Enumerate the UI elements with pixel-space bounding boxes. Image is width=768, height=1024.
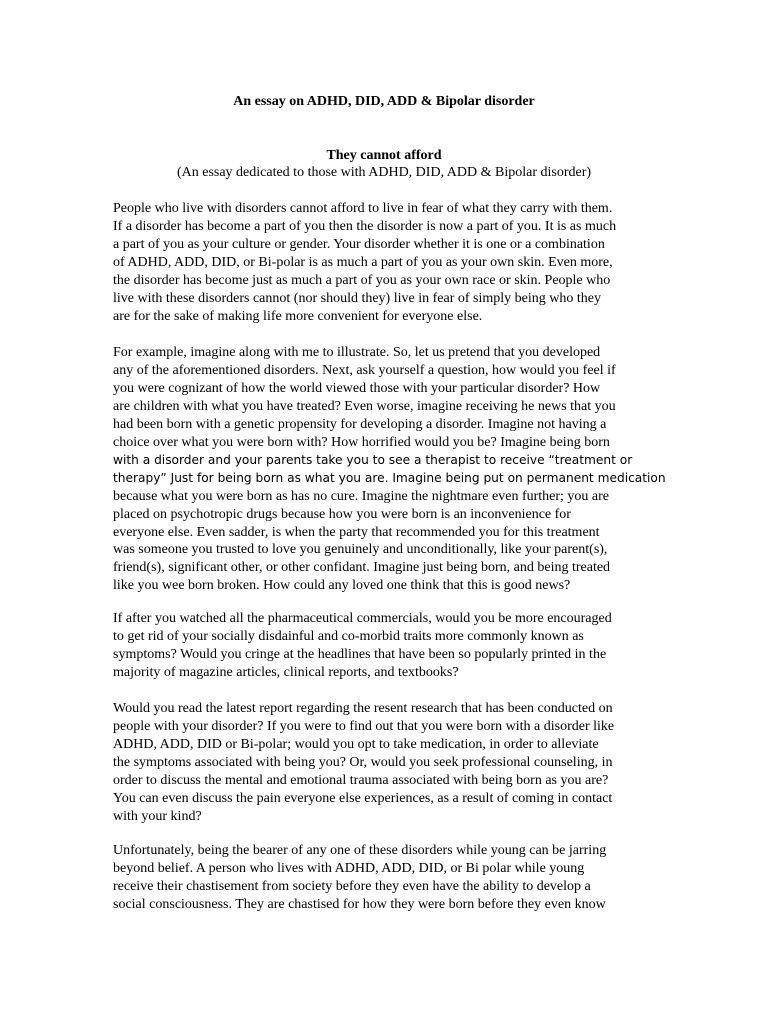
paragraph-line: to get rid of your socially disdainful and co-morbid traits more commonly known as [113,628,584,644]
paragraph-line: social consciousness. They are chastised for how they were born before they even know [113,896,606,912]
paragraph-line: any of the aforementioned disorders. Next, ask yourself a question, how would you feel if [113,362,616,378]
paragraph-line: For example, imagine along with me to illustrate. So, let us pretend that you developed [113,345,601,360]
paragraph-line: placed on psychotropic drugs because how you were born is an inconvenience for [113,506,571,522]
paragraph-line: the symptoms associated with being you? Or, would you seek professional counseling, in [113,754,613,770]
paragraph-line: symptoms? Would you cringe at the headlines that have been so popularly printed in the [113,646,607,662]
paragraph-line: If a disorder has become a part of you then the disorder is now a part of you. It is as much [113,218,617,234]
paragraph-line: You can even discuss the pain everyone else experiences, as a result of coming in contact [113,790,613,806]
paragraph-line: friend(s), significant other, or other confidant. Imagine just being born, and being treated [113,560,611,576]
paragraph-line: are children with what you have treated? Even worse, imagine receiving he news that you [113,398,616,414]
paragraph-line: with a disorder and your parents take you to see a therapist to receive “treatment or [113,452,633,467]
paragraph-line: everyone else. Even sadder, is when the party that recommended you for this treatment [113,524,600,540]
paragraph-line: are for the sake of making life more convenient for everyone else. [113,308,483,324]
essay-subtitle: They cannot afford [326,148,442,163]
paragraph-line: choice over what you were born with? How horrified would you be? Imagine being born [113,434,610,450]
paragraph-line: order to discuss the mental and emotional trauma associated with being born as you are? [113,772,609,788]
paragraph-4 [113,700,658,826]
paragraph-1 [113,200,658,326]
paragraph-line: like you wee born broken. How could any loved one think that this is good news? [113,578,571,594]
paragraph-line: Unfortunately, being the bearer of any one of these disorders while young can be jarring [113,843,607,858]
paragraph-3 [113,610,658,682]
paragraph-line: majority of magazine articles, clinical reports, and textbooks? [113,664,459,680]
paragraph-line: therapy” Just for being born as what you are. Imagine being put on permanent medication [113,470,666,485]
paragraph-line: with your kind? [113,808,202,824]
paragraph-line: people with your disorder? If you were to find out that you were born with a disorder like [113,718,615,734]
document-title: An essay on ADHD, DID, ADD & Bipolar disorder [233,94,535,109]
paragraph-line: Would you read the latest report regarding the resent research that has been conducted on [113,701,613,716]
paragraph-line: If after you watched all the pharmaceutical commercials, would you be more encouraged [113,611,612,626]
paragraph-line: beyond belief. A person who lives with ADHD, ADD, DID, or Bi polar while young [113,860,585,876]
paragraph-line: live with these disorders cannot (nor should they) live in fear of simply being who they [113,290,601,306]
paragraph-line: ADHD, ADD, DID or Bi-polar; would you opt to take medication, in order to alleviate [113,736,599,752]
paragraph-line: People who live with disorders cannot afford to live in fear of what they carry with them. [113,201,613,216]
paragraph-line: of ADHD, ADD, DID, or Bi-polar is as much a part of you as your own skin. Even more, [113,254,613,270]
paragraph-line: the disorder has become just as much a part of you as your own race or skin. People who [113,272,611,288]
paragraph-line: had been born with a genetic propensity for developing a disorder. Imagine not having a [113,416,607,432]
paragraph-line: was someone you trusted to love you genuinely and unconditionally, like your parent(s), [113,542,608,558]
paragraph-line: a part of you as your culture or gender. Your disorder whether it is one or a combination [113,236,605,252]
paragraph-line: you were cognizant of how the world viewed those with your particular disorder? How [113,380,601,396]
essay-dedication: (An essay dedicated to those with ADHD, DID, ADD & Bipolar disorder) [176,165,592,180]
paragraph-line: receive their chastisement from society before they even have the ability to develop a [113,878,591,894]
paragraph-5 [113,842,658,914]
paragraph-2 [113,344,666,595]
paragraph-line: because what you were born as has no cure. Imagine the nightmare even further; you are [113,488,610,504]
